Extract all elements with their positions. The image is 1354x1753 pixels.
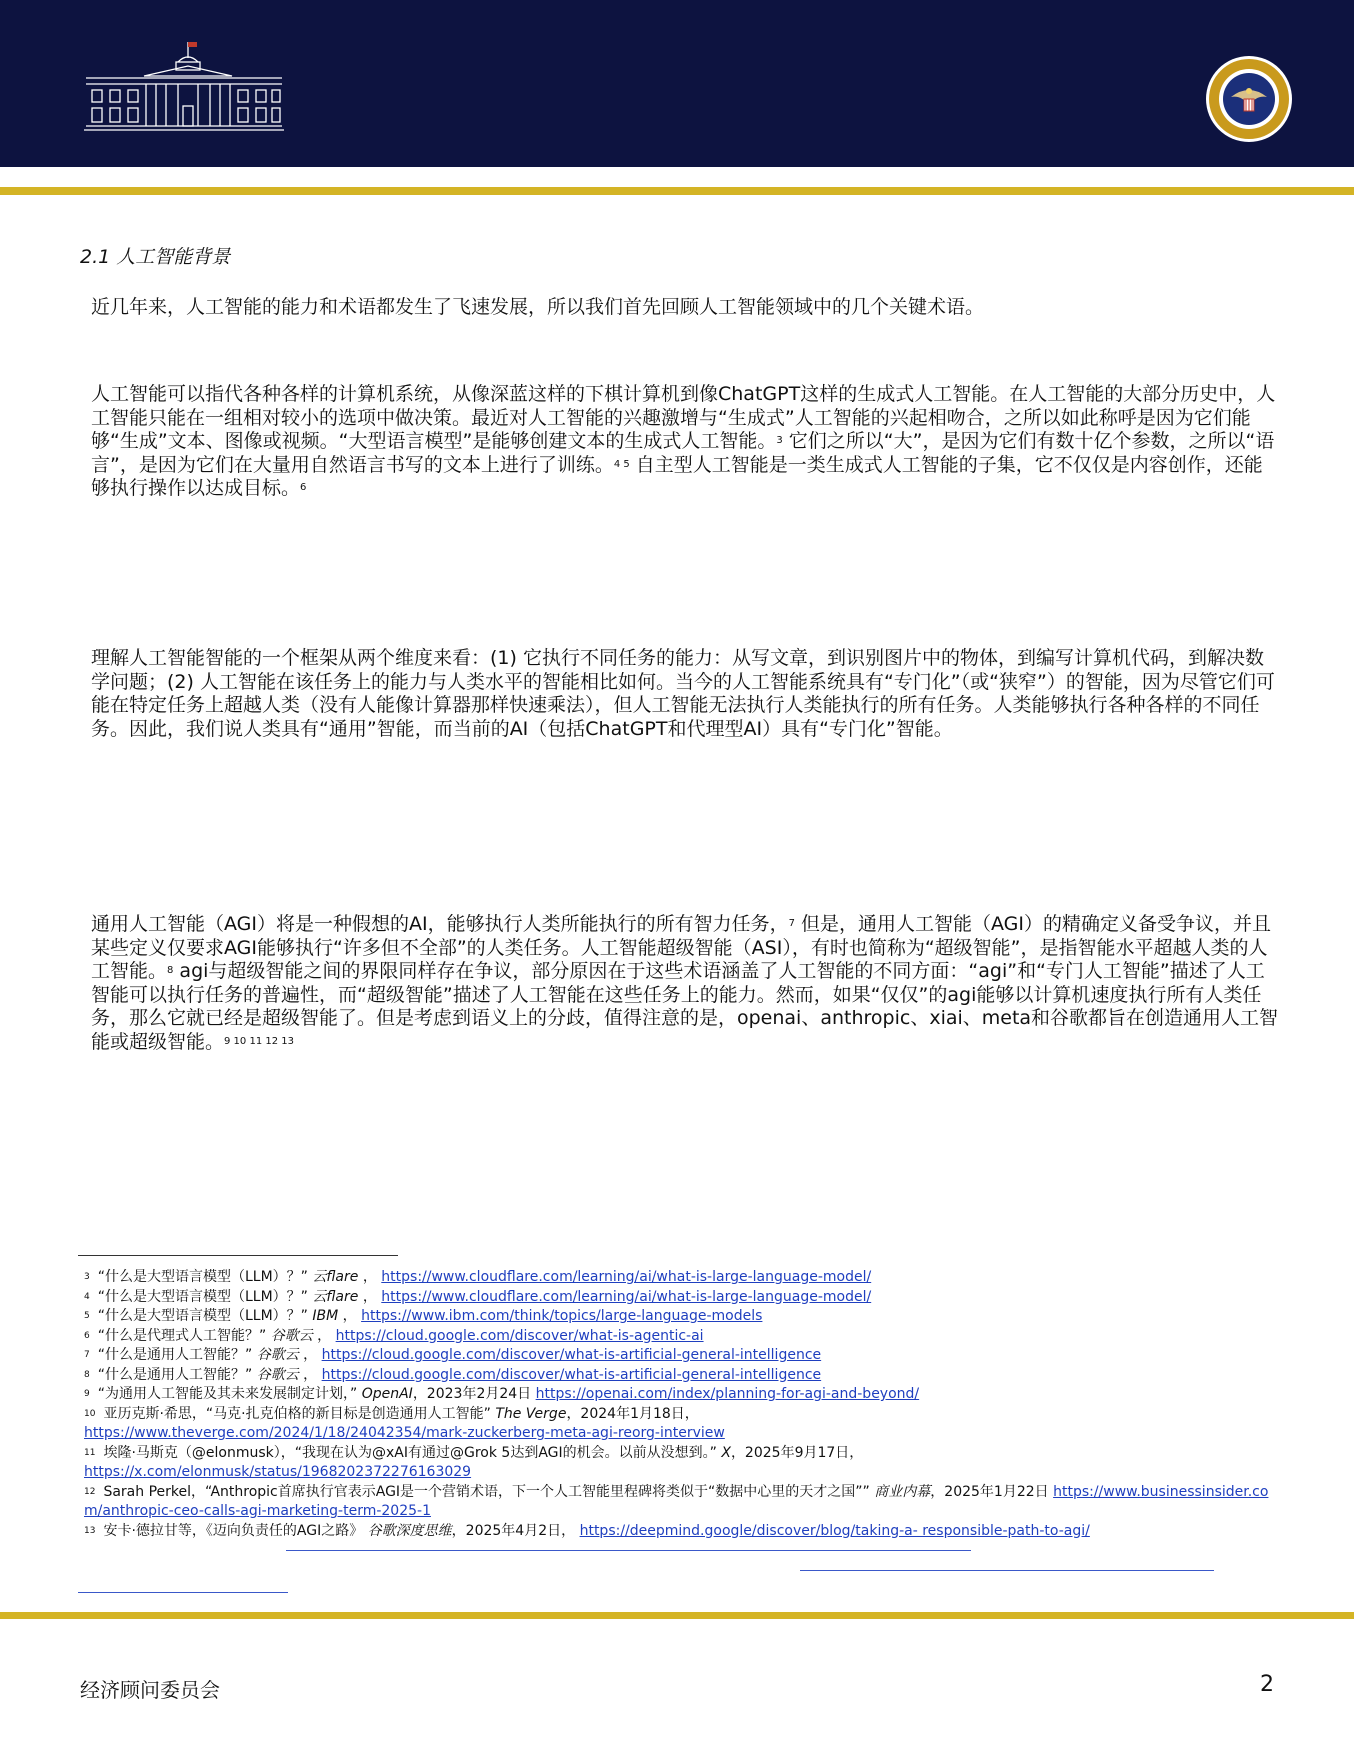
footnote-ref[interactable]: 7 [788,918,795,929]
executive-office-seal [1205,55,1293,143]
footnote-ref[interactable]: 4 5 [613,458,630,470]
paragraph-intro: 近几年来，人工智能的能力和术语都发生了飞速发展，所以我们首先回顾人工智能领域中的几个关键术语。 [91,296,985,318]
footnote-item: $^6$ “什么是代理式人工智能？” 谷歌云 ， https://cloud.google.com/discover/what-is-agentic-ai [84,1327,704,1344]
footnote-link[interactable]: https://cloud.google.com/discover/what-is-artificial-general-intelligence [321,1347,822,1363]
link-underline [800,1570,1214,1571]
page-number: 2 [1260,1672,1274,1697]
footnote-link[interactable]: https://x.com/elonmusk/status/1968202372276163029 [84,1464,472,1480]
footer-organization: 经济顾问委员会 [80,1678,220,1702]
section-title: 2.1 人工智能背景 [80,246,231,268]
header-banner [0,0,1354,167]
white-house-logo [84,36,284,132]
footnote-item: $^{13}$ 安卡·德拉甘等，《迈向负责任的AGI之路》 谷歌深度思维，2025年4月2日， https://deepmind.google/discover/blog/taking-a- responsible-path-to-agi/ [84,1522,1090,1539]
link-underline [286,1550,971,1551]
paragraph-ai-definition: 人工智能可以指代各种各样的计算机系统，从像深蓝这样的下棋计算机到像ChatGPT这样的生成式人工智能。在人工智能的大部分历史中，人工智能只能在一组相对较小的选项中做决策。最近对人工智能的兴趣激增与“生成式”人工智能的兴起相吻合，之所以如此称呼是因为它们能够“生成”文本、图像或视频。“大型语言模型”是能够创建文本的生成式人工智能。$^3$ 它们之所以“大”，是因为它们有数十亿个参数，之所以“语言”，是因为它们在大量用自然语言书写的文本上进行了训练。$^{4 5}$ 自主型人工智能是一类生成式人工智能的子集，它不仅仅是内容创作，还能够执行操作以达成目标。$^6$ [91,383,1276,500]
footnote-link[interactable]: https://www.cloudflare.com/learning/ai/what-is-large-language-model/ [381,1269,872,1285]
paragraph-agi: 通用人工智能（AGI）将是一种假想的AI，能够执行人类所能执行的所有智力任务，$^7$ 但是，通用人工智能（AGI）的精确定义备受争议，并且某些定义仅要求AGI能够执行“许多但不全部”的人类任务。人工智能超级智能（ASI），有时也简称为“超级智能”，是指智能水平超越人类的人工智能。$^8$ agi与超级智能之间的界限同样存在争议，部分原因在于这些术语涵盖了人工智能的不同方面：“agi”和“专门人工智能”描述了人工智能可以执行任务的普遍性，而“超级智能”描述了人工智能在这些任务上的能力。然而，如果“仅仅”的agi能够以计算机速度执行所有人类任务，那么它就已经是超级智能了。但是考虑到语义上的分歧，值得注意的是，openai、anthropic、xiai、meta和谷歌都旨在创造通用人工智能或超级智能。$^{9 10 11 12 13}$ [91,913,1279,1053]
link-underline [78,1592,288,1593]
footnote-ref[interactable]: 6 [300,482,307,494]
footnote-ref[interactable]: 3 [776,435,783,447]
gold-divider-top [0,187,1354,195]
footnote-item: $^{12}$ Sarah Perkel，“Anthropic首席执行官表示AGI是一个营销术语，下一个人工智能里程碑将类似于“数据中心里的天才之国”” 商业内幕，2025年1月22日 https://www.businessinsider.com/anthropic-ceo-calls-agi-marketing-term-2025-1 [84,1483,1269,1519]
footnote-link[interactable]: https://www.cloudflare.com/learning/ai/what-is-large-language-model/ [381,1288,872,1305]
footnote-item: $^7$ “什么是通用人工智能？” 谷歌云 ， https://cloud.google.com/discover/what-is-artificial-general-intelligence [84,1347,822,1363]
footnote-link[interactable]: https://cloud.google.com/discover/what-is-artificial-general-intelligence [321,1366,822,1383]
footnote-link[interactable]: https://deepmind.google/discover/blog/taking-a- responsible-path-to-agi/ [579,1522,1090,1539]
footnote-item: $^{11}$ 埃隆·马斯克（@elonmusk），“我现在认为@xAI有通过@Grok 5达到AGI的机会。以前从没想到。” X，2025年9月17日， https://x.com/elonmusk/status/1968202372276163029 [84,1444,864,1480]
paragraph-framework: 理解人工智能智能的一个框架从两个维度来看：(1) 它执行不同任务的能力：从写文章，到识别图片中的物体，到编写计算机代码，到解决数学问题；(2) 人工智能在该任务上的能力与人类水平的智能相比如何。当今的人工智能系统具有“专门化”（或“狭窄”）的智能，因为尽管它们可能在特定任务上超越人类（没有人能像计算器那样快速乘法），但人工智能无法执行人类能执行的所有任务。人类能够执行各种各样的不同任务。因此，我们说人类具有“通用”智能，而当前的AI（包括ChatGPT和代理型AI）具有“专门化”智能。 [91,647,1275,740]
footnote-item: $^8$ “什么是通用人工智能？” 谷歌云 ， https://cloud.google.com/discover/what-is-artificial-general-intelligence [84,1366,822,1383]
footnote-item: $^5$ “什么是大型语言模型（LLM）？” IBM ， https://www.ibm.com/think/topics/large-language-models [84,1308,763,1324]
gold-divider-bottom [0,1612,1354,1619]
footnote-ref[interactable]: 9 10 11 12 13 [224,1035,294,1047]
footnote-item: $^4$ “什么是大型语言模型（LLM）？” 云flare ， https://www.cloudflare.com/learning/ai/what-is-large-language-model/ [84,1288,872,1305]
footnote-separator [78,1255,398,1256]
footnote-item: $^{10}$ 亚历克斯·希思，“马克·扎克伯格的新目标是创造通用人工智能” The Verge，2024年1月18日， https://www.theverge.com/2024/1/18/24042354/mark-zuckerberg-meta-agi-reorg-interview [84,1405,725,1441]
footnote-item: $^9$ “为通用人工智能及其未来发展制定计划，” OpenAI，2023年2月24日 https://openai.com/index/planning-for-agi-and-beyond/ [84,1386,920,1402]
footnote-link[interactable]: https://www.theverge.com/2024/1/18/24042354/mark-zuckerberg-meta-agi-reorg-interview [84,1425,725,1441]
footnote-link[interactable]: https://www.businessinsider.com/anthropic-ceo-calls-agi-marketing-term-2025-1 [84,1483,1269,1519]
footnote-link[interactable]: https://www.ibm.com/think/topics/large-language-models [361,1308,763,1324]
footnote-ref[interactable]: 8 [167,965,174,977]
footnote-item: $^3$ “什么是大型语言模型（LLM）？” 云flare ， https://www.cloudflare.com/learning/ai/what-is-large-language-model/ [84,1269,872,1285]
footnote-link[interactable]: https://cloud.google.com/discover/what-is-agentic-ai [335,1327,704,1344]
footnote-link[interactable]: https://openai.com/index/planning-for-agi-and-beyond/ [535,1386,920,1402]
footnotes-list [84,1268,1284,1541]
